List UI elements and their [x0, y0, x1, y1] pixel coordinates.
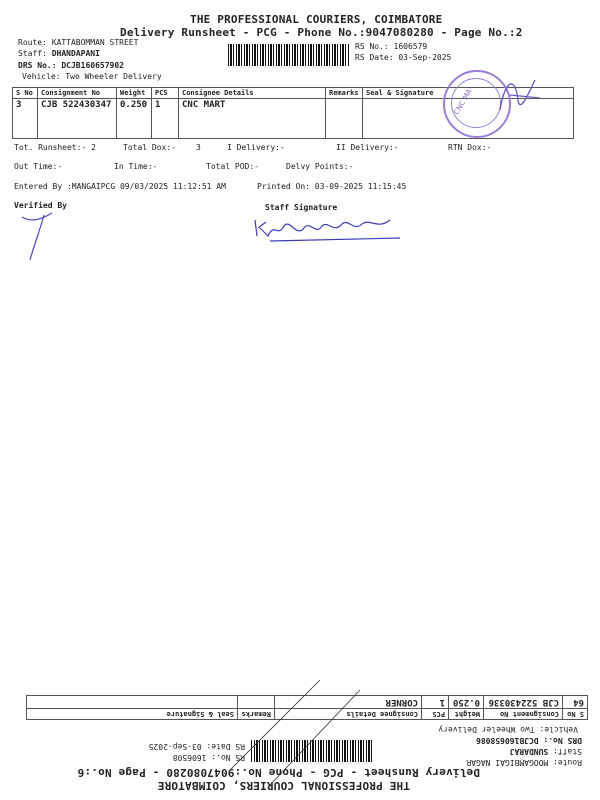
cell-weight: 0.250	[117, 99, 152, 139]
bottom-company-title: THE PROFESSIONAL COURIERS, COIMBATORE	[157, 779, 410, 792]
bottom-col-remarks: Remarks	[238, 709, 275, 720]
delvy-points: Delvy Points:-	[286, 162, 354, 171]
staff-signature	[250, 208, 410, 248]
staff-label: Staff:	[18, 49, 47, 58]
bottom-cell-consignment: CJB 522430336	[484, 696, 563, 709]
cell-consignee: CNC MART	[179, 99, 326, 139]
company-title: THE PROFESSIONAL COURIERS, COIMBATORE	[190, 13, 443, 26]
verified-by-label: Verified By	[14, 201, 67, 210]
stamp-text: CNC MA	[452, 87, 474, 117]
col-sno: S No	[13, 88, 38, 99]
cell-sno: 3	[13, 99, 38, 139]
bottom-col-consignment: Consignment No	[484, 709, 563, 720]
bottom-vehicle-text: Vehicle: Two Wheeler Delivery	[438, 725, 578, 734]
bottom-signature-strokes	[220, 680, 380, 790]
ii-delivery: II Delivery:-	[336, 143, 399, 152]
drs-value: DCJB160657902	[61, 61, 124, 70]
bottom-route-text: Route: MOOGAMBIGAI NAGAR	[466, 758, 582, 767]
vehicle-text: Vehicle: Two Wheeler Delivery	[22, 72, 162, 81]
verifier-signature	[20, 205, 60, 265]
col-consignee: Consignee Details	[179, 88, 326, 99]
col-seal: Seal & Signature	[363, 88, 574, 99]
staff-signature-label: Staff Signature	[265, 203, 338, 212]
in-time: In Time:-	[114, 162, 158, 171]
cell-consignment: CJB 522430347	[38, 99, 117, 139]
bottom-col-weight: Weight	[449, 709, 484, 720]
bottom-col-pcs: PCS	[422, 709, 449, 720]
total-dox-value: 3	[196, 143, 201, 152]
bottom-sheet-inverted	[0, 680, 600, 800]
bottom-staff-label: Staff:	[553, 747, 582, 756]
rs-date: RS Date: 03-Sep-2025	[355, 53, 452, 62]
cell-remarks	[326, 99, 363, 139]
tot-runsheet: Tot. Runsheet:- 2	[14, 143, 96, 152]
drs-line	[18, 61, 124, 70]
bottom-col-sno: S No	[563, 709, 588, 720]
bottom-staff-line	[510, 747, 582, 756]
cell-pcs: 1	[152, 99, 179, 139]
col-pcs: PCS	[152, 88, 179, 99]
out-time: Out Time:-	[14, 162, 63, 171]
bottom-rs-number: RS No.: 1606508	[172, 753, 245, 762]
bottom-cell-weight: 0.250	[449, 696, 484, 709]
bottom-col-seal: Seal & Signature	[27, 709, 238, 720]
route-text: Route: KATTABOMMAN STREET	[18, 38, 139, 47]
bottom-runsheet-subtitle: Delivery Runsheet - PCG - Phone No.:9047080280 - Page No.:6	[77, 766, 480, 779]
bottom-cell-seal	[27, 696, 238, 709]
total-pod: Total POD:-	[206, 162, 259, 171]
bottom-staff-value: SUNDARAJ	[509, 747, 549, 756]
bottom-drs-label: DRS No.:	[543, 736, 582, 745]
bottom-rs-date: RS Date: 03-Sep-2025	[148, 742, 245, 751]
barcode	[228, 44, 350, 66]
bottom-cell-pcs: 1	[422, 696, 449, 709]
bottom-cell-consignee: CORNER	[275, 696, 422, 709]
bottom-drs-line	[476, 736, 582, 745]
drs-label: DRS No.:	[18, 61, 57, 70]
col-weight: Weight	[117, 88, 152, 99]
rs-number: RS No.: 1606579	[355, 42, 428, 51]
seal-signature-scribble	[490, 70, 550, 120]
entered-by: Entered By :MANGAIPCG 09/03/2025 11:12:51 AM	[14, 182, 226, 191]
total-dox-label: Total Dox:-	[123, 143, 176, 152]
col-consignment: Consignment No	[38, 88, 117, 99]
rtn-dox: RTN Dox:-	[448, 143, 492, 152]
i-delivery: I Delivery:-	[227, 143, 285, 152]
staff-value: DHANDAPANI	[51, 49, 100, 58]
runsheet-subtitle: Delivery Runsheet - PCG - Phone No.:9047080280 - Page No.:2	[120, 26, 523, 39]
bottom-cell-sno: 64	[563, 696, 588, 709]
bottom-drs-value: DCJB160658086	[476, 736, 539, 745]
col-remarks: Remarks	[326, 88, 363, 99]
staff-line	[18, 49, 100, 58]
bottom-col-consignee: Consignee Details	[275, 709, 422, 720]
printed-on: Printed On: 03-09-2025 11:15:45	[257, 182, 407, 191]
